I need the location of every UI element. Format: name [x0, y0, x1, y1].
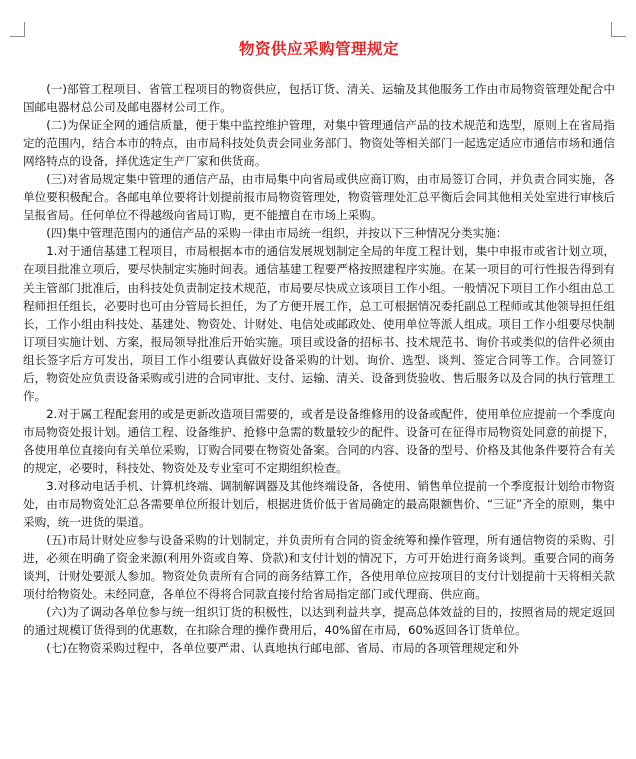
- paragraph-4: (四)集中管理范围内的通信产品的采购一律由市局统一组织，并按以下三种情况分类实施：: [46, 226, 508, 241]
- paragraph-7: (七)在物资采购过程中，各单位要严肃、认真地执行邮电部、省局、市局的各项管理规定和外: [46, 641, 519, 656]
- document-page: [23, 0, 615, 658]
- document-body: [23, 80, 615, 658]
- paragraph-4-3: 3.对移动电话手机、计算机终端、调制解调器及其他终端设备，各使用、销售单位提前一个季度报计划给市物资处，由市局物资处汇总各需要单位所报计划后，根据进货价低于省局确定的最高限额售价、“三证”齐全的原则，集中采购，统一进货的渠道。: [23, 479, 615, 530]
- paragraph-2: (二)为保证全网的通信质量，便于集中监控维护管理，对集中管理通信产品的技术规范和选型，原则上在省局指定的范围内，结合本市的特点，由市局科技处负责会同业务部门、物资处等相关部门一起选定适应市通信市场和通信网络特点的设备，择优选定生产厂家和供货商。: [23, 118, 615, 169]
- paragraph-1: (一)部管工程项目、省管工程项目的物资供应，包括订货、清关、运输及其他服务工作由市局物资管理处配合中国邮电器材总公司及邮电器材公司工作。: [23, 82, 615, 115]
- paragraph-6: (六)为了调动各单位参与统一组织订货的积极性，以达到利益共享，提高总体效益的目的，按照省局的规定返回的通过规模订货得到的优惠数，在扣除合理的操作费用后，40%留在市局，60%返回各订货单位。: [23, 605, 615, 638]
- paragraph-5: (五)市局计财处应参与设备采购的计划制定，并负责所有合同的资金统筹和操作管理，所有通信物资的采购、引进，必须在明确了资金来源(利用外资或自筹、贷款)和支付计划的情况下，方可开始进行商务谈判。重要合同的商务谈判，计财处要派人参加。物资处负责所有合同的商务结算工作，各使用单位应按项目的支付计划提前十天将相关款项付给物资处。未经同意，各单位不得将合同款直接付给省局指定部门或代理商、供应商。: [23, 533, 615, 602]
- paragraph-4-2: 2.对于属工程配套用的或是更新改造项目需要的，或者是设备维修用的设备或配件，使用单位应提前一个季度向市局物资处报计划。通信工程、设备维护、抢修中急需的数量较少的配件、设备可在征得市局物资处同意的前提下，各使用单位直接向有关单位采购，订购合同要在物资处备案。合同的内容、设备的型号、价格及其他条件要符合有关的规定，必要时，科技处、物资处及专业室可不定期组织检查。: [23, 406, 615, 475]
- paragraph-4-1: 1.对于通信基建工程项目，市局根据本市的通信发展规划制定全局的年度工程计划，集中申报市或省计划立项，在项目批准立项后，要尽快制定实施时间表。通信基建工程要严格按照建程序实施。在某一项目的可行性报告得到有关主管部门批准后，由科技处负责制定技术规范，市局要尽快成立该项目工作小组。一般情况下项目工作小组由总工程师担任组长，必要时也可由分管局长担任，为了方便开展工作，总工可根据情况委托副总工程师或其他领导担任组长，工作小组由科技处、基建处、物资处、计财处、电信处或邮政处、使用单位等派人组成。项目工作小组要尽快制订项目实施计划、方案，报局领导批准后开始实施。项目或设备的招标书、技术规范书、询价书或类似的信件必须由组长签字后方可发出，项目工作小组要认真做好设备采购的计划、询价、选型、谈判、签定合同等工作。合同签订后，物资处应负责设备采购或引进的合同审批、支付、运输、清关、设备到货验收、售后服务以及合同的执行管理工作。: [23, 244, 615, 403]
- document-title: 物资供应采购管理规定: [238, 40, 399, 58]
- paragraph-3: (三)对省局规定集中管理的通信产品，由市局集中向省局或供应商订购，由市局签订合同，并负责合同实施，各单位要积极配合。各邮电单位要将计划提前报市局物资管理处，物资管理处汇总平衡后会同其他相关处室进行审核后呈报省局。任何单位不得越级向省局订购，更不能擅自在市场上采购。: [23, 172, 615, 223]
